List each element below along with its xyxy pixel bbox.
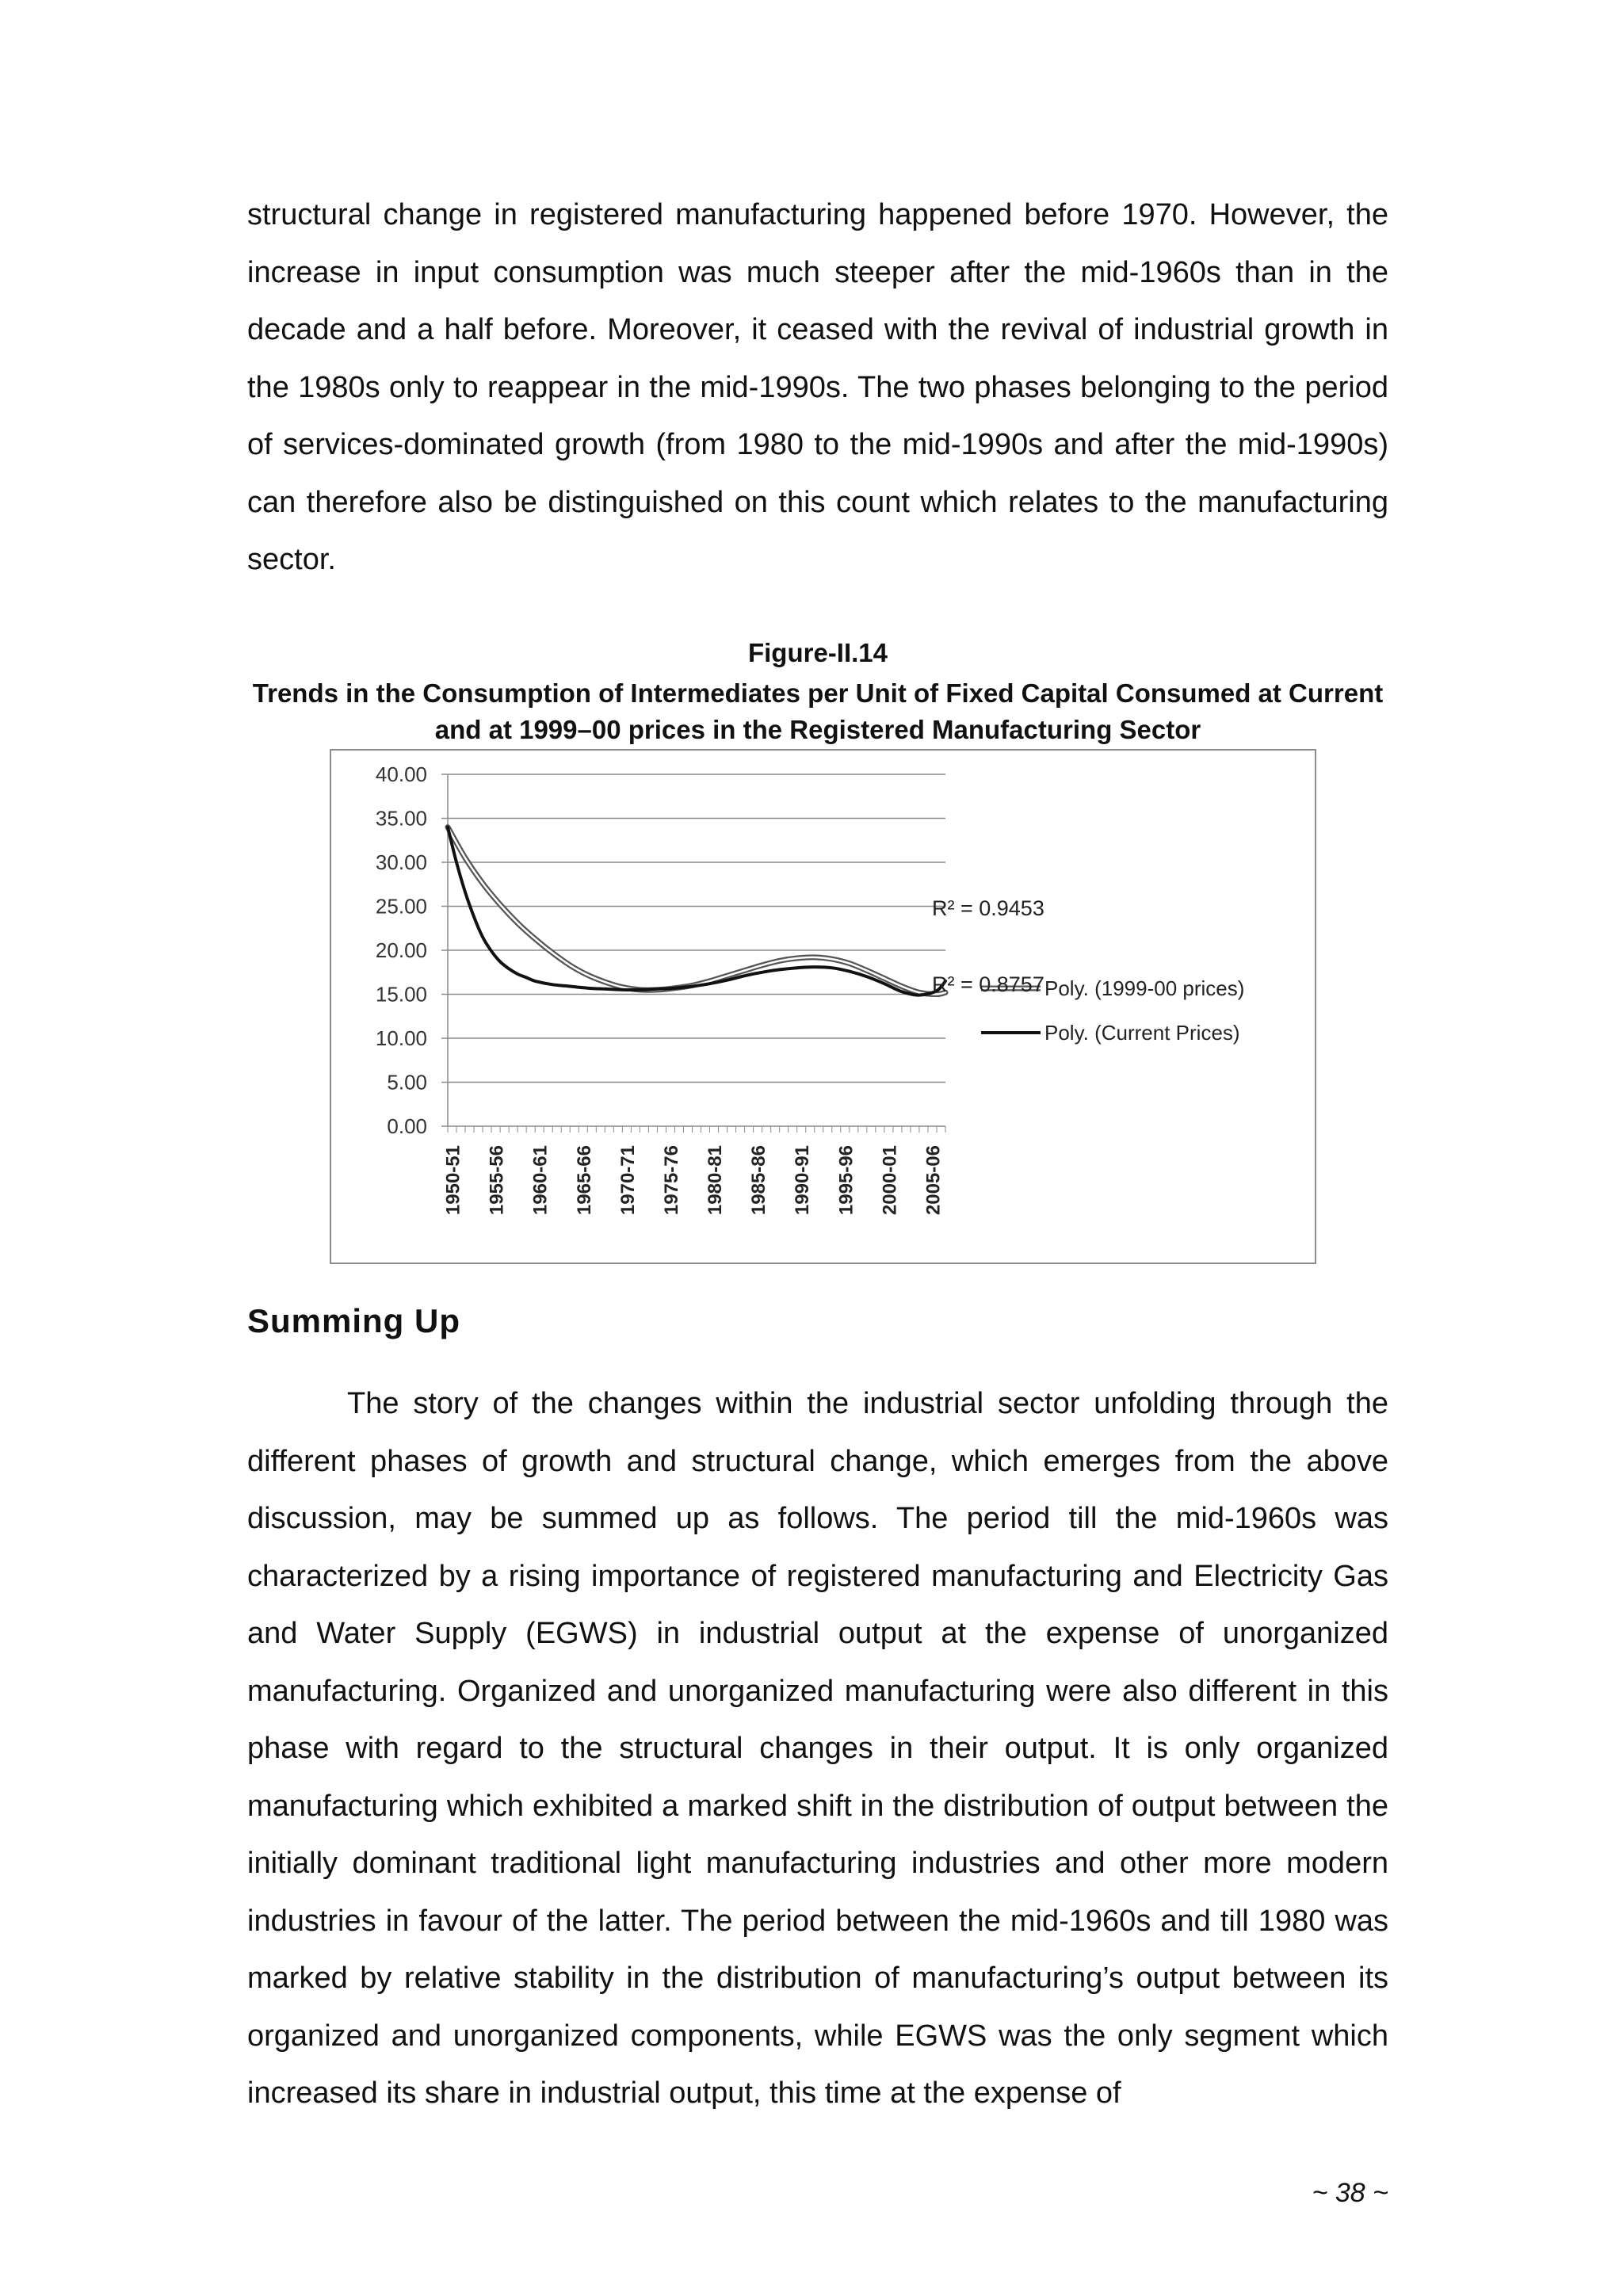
figure-title: Trends in the Consumption of Intermediates per Unit of Fixed Capital Consumed at Current and at 1999–00 prices in the Registered Manufacturing Sector [252,678,1384,744]
x-tick-label-11: 2005-06 [922,1145,945,1216]
x-tick-label-8: 1990-91 [792,1145,814,1216]
y-tick-label-0: 0.00 [387,1114,427,1138]
y-tick-label-3: 15.00 [375,982,427,1007]
x-tick-label-1: 1955-56 [486,1145,508,1216]
x-tick-label-0: 1950-51 [442,1145,464,1216]
legend-label-1: Poly. (Current Prices) [1044,1021,1240,1045]
y-tick-label-1: 5.00 [387,1070,427,1095]
y-tick-label-7: 35.00 [375,806,427,831]
body-paragraph-2: The story of the changes within the industrial sector unfolding through the different phases of growth and structural change, which emerges from the above discussion, may be summed up as follows. The period till the mid-1960s was characterized by a rising importance of registered manufacturing and Electricity Gas and Water Supply (EGWS) in industrial output at the expense of unorganized manufacturing. Organized and unorganized manufacturing were also different in this phase with regard to the structural changes in their output. It is only organized manufacturing which exhibited a marked shift in the distribution of output between the initially dominant traditional light manufacturing industries and other more modern industries in favour of the latter. The period between the mid-1960s and till 1980 was marked by relative stability in the distribution of manufacturing’s output between its organized and unorganized components, while EGWS was the only segment which increased its share in industrial output, this time at the expense of [247,1387,1388,2110]
y-tick-label-5: 25.00 [375,894,427,919]
x-tick-label-7: 1985-86 [748,1145,770,1216]
series-line-1999-00-prices [448,827,945,995]
r-squared-label-0: R² = 0.9453 [932,896,1044,920]
chart-frame [330,749,1316,1264]
x-tick-label-9: 1995-96 [835,1145,857,1216]
section-heading: Summing Up [247,1302,460,1339]
figure-number: Figure-II.14 [747,638,888,667]
x-tick-label-10: 2000-01 [879,1145,901,1216]
y-tick-label-8: 40.00 [375,762,427,786]
y-tick-label-6: 30.00 [375,850,427,874]
y-tick-label-4: 20.00 [375,938,427,962]
x-tick-label-4: 1970-71 [617,1145,639,1216]
legend-label-0: Poly. (1999-00 prices) [1044,976,1245,1000]
x-tick-label-3: 1965-66 [573,1145,595,1216]
y-tick-label-2: 10.00 [375,1026,427,1050]
line-chart [331,751,1315,1263]
body-paragraph-1: structural change in registered manufacturing happened before 1970. However, the increase in input consumption was much steeper after the mid-1960s than in the decade and a half before. Moreover, it ceased with the revival of industrial growth in the 1980s only to reappear in the mid-1990s. The two phases belonging to the period of services-dominated growth (from 1980 to the mid-1990s and after the mid-1990s) can therefore also be distinguished on this count which relates to the manufacturing sector. [247,198,1388,576]
x-tick-label-6: 1980-81 [705,1145,727,1216]
series-line-1999-00-prices-inner [448,827,945,995]
x-tick-label-5: 1975-76 [660,1145,682,1216]
x-tick-label-2: 1960-61 [529,1145,552,1216]
r-squared-label-1: R² = 0.8757 [932,972,1044,996]
page-number: ~ 38 ~ [1312,2178,1388,2208]
